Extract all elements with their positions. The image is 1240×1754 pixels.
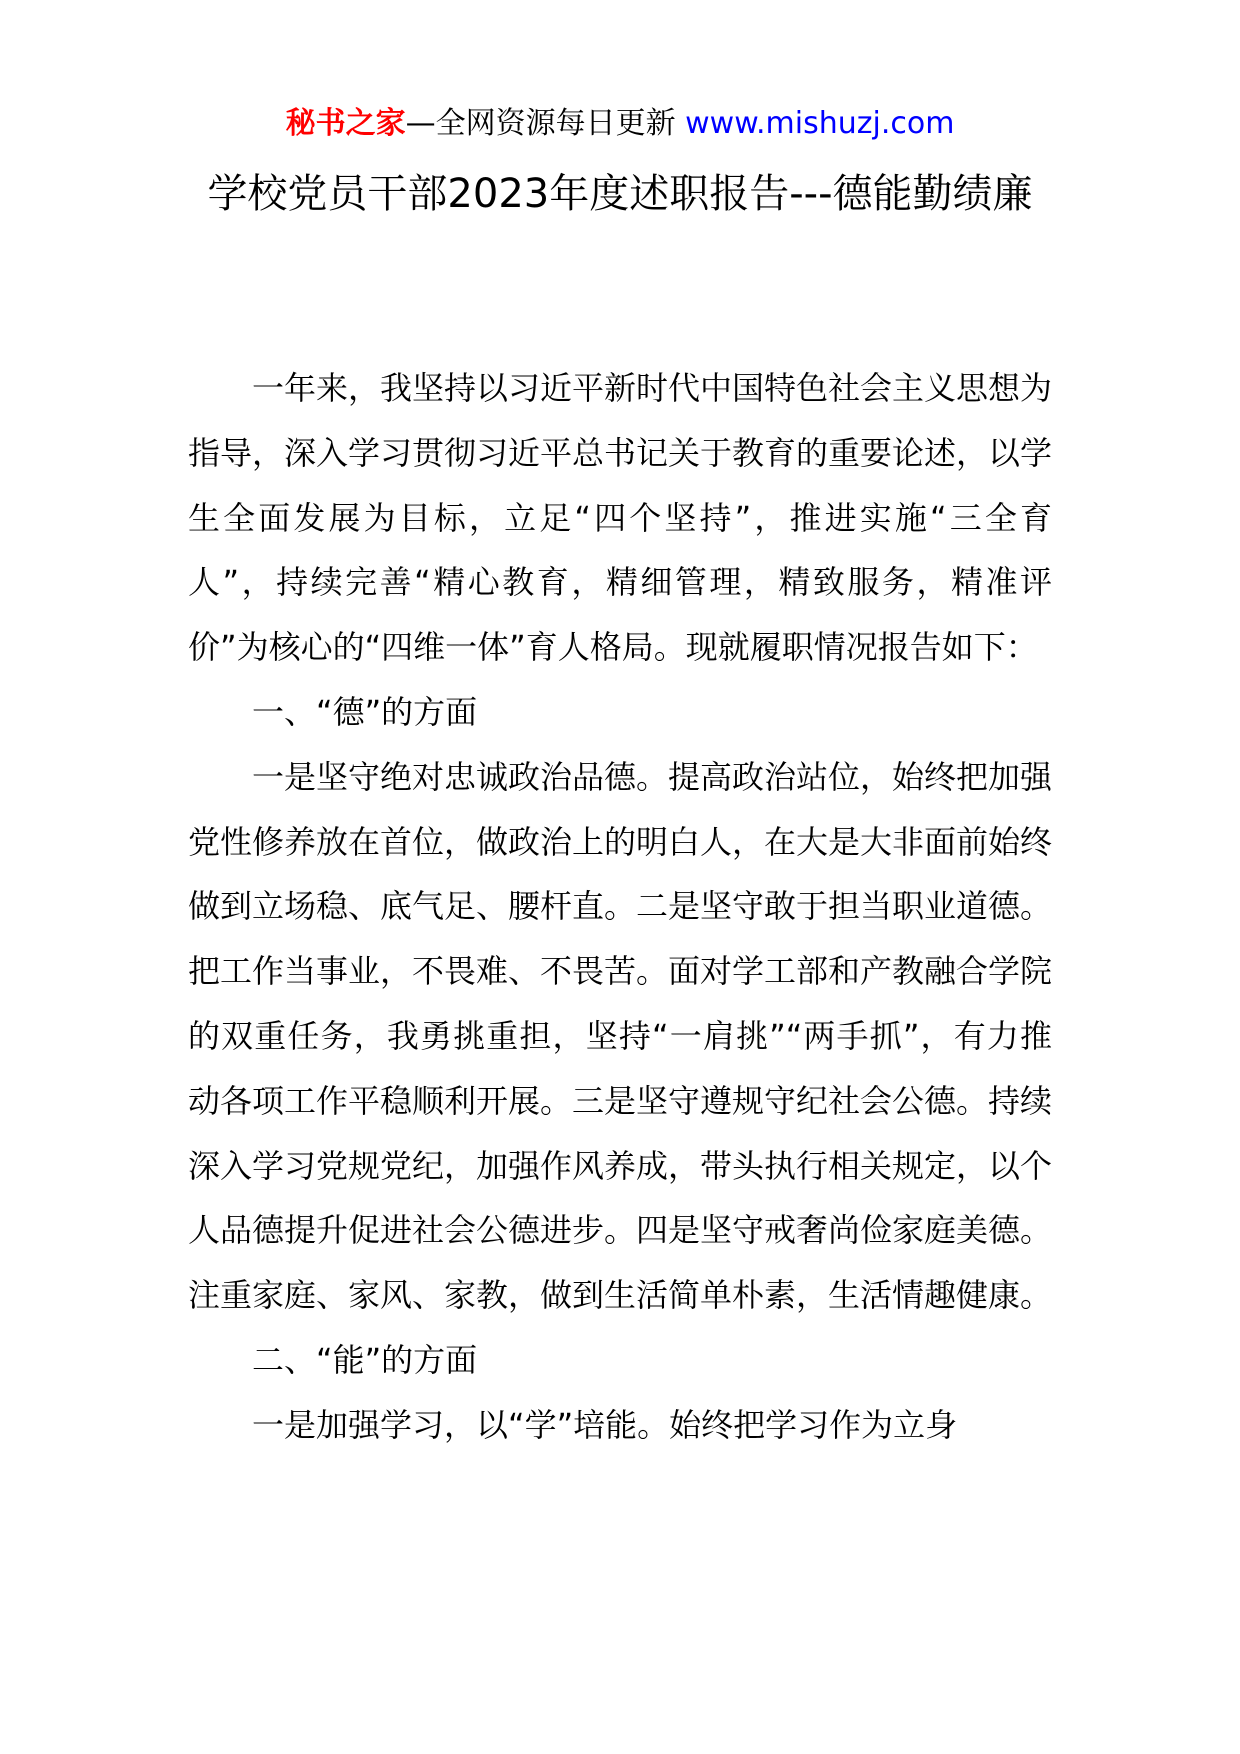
section-heading-de: 一、“德”的方面: [252, 692, 478, 731]
body-paragraph-neng: 一是加强学习，以“学”培能。始终把学习作为立身: [252, 1405, 958, 1444]
document-body: [188, 356, 1052, 1458]
document-title: 学校党员干部2023年度述职报告---德能勤绩廉: [207, 171, 1033, 217]
body-paragraph-de: 一是坚守绝对忠诚政治品德。提高政治站位，始终把加强党性修养放在首位，做政治上的明白人，在大是大非面前始终做到立场稳、底气足、腰杆直。二是坚守敢于担当职业道德。把工作当事业，不畏难、不畏苦。面对学工部和产教融合学院的双重任务，我勇挑重担，坚持“一肩挑”“两手抓”，有力推动各项工作平稳顺利开展。三是坚守遵规守纪社会公德。持续深入学习党规党纪，加强作风养成，带头执行相关规定，以个人品德提升促进社会公德进步。四是坚守戒奢尚俭家庭美德。注重家庭、家风、家教，做到生活简单朴素，生活情趣健康。: [188, 757, 1053, 1315]
watermark-header: [0, 104, 1240, 144]
brand-name: 秘书之家: [285, 106, 406, 141]
section-heading-neng: 二、“能”的方面: [252, 1340, 478, 1379]
intro-paragraph: 一年来，我坚持以习近平新时代中国特色社会主义思想为指导，深入学习贯彻习近平总书记关于教育的重要论述，以学生全面发展为目标，立足“四个坚持”，推进实施“三全育人”，持续完善“精心教育，精细管理，精致服务，精准评价”为核心的“四维一体”育人格局。现就履职情况报告如下：: [188, 369, 1053, 667]
header-tagline: —全网资源每日更新: [405, 106, 686, 141]
website-url[interactable]: www.mishuzj.com: [685, 106, 955, 141]
